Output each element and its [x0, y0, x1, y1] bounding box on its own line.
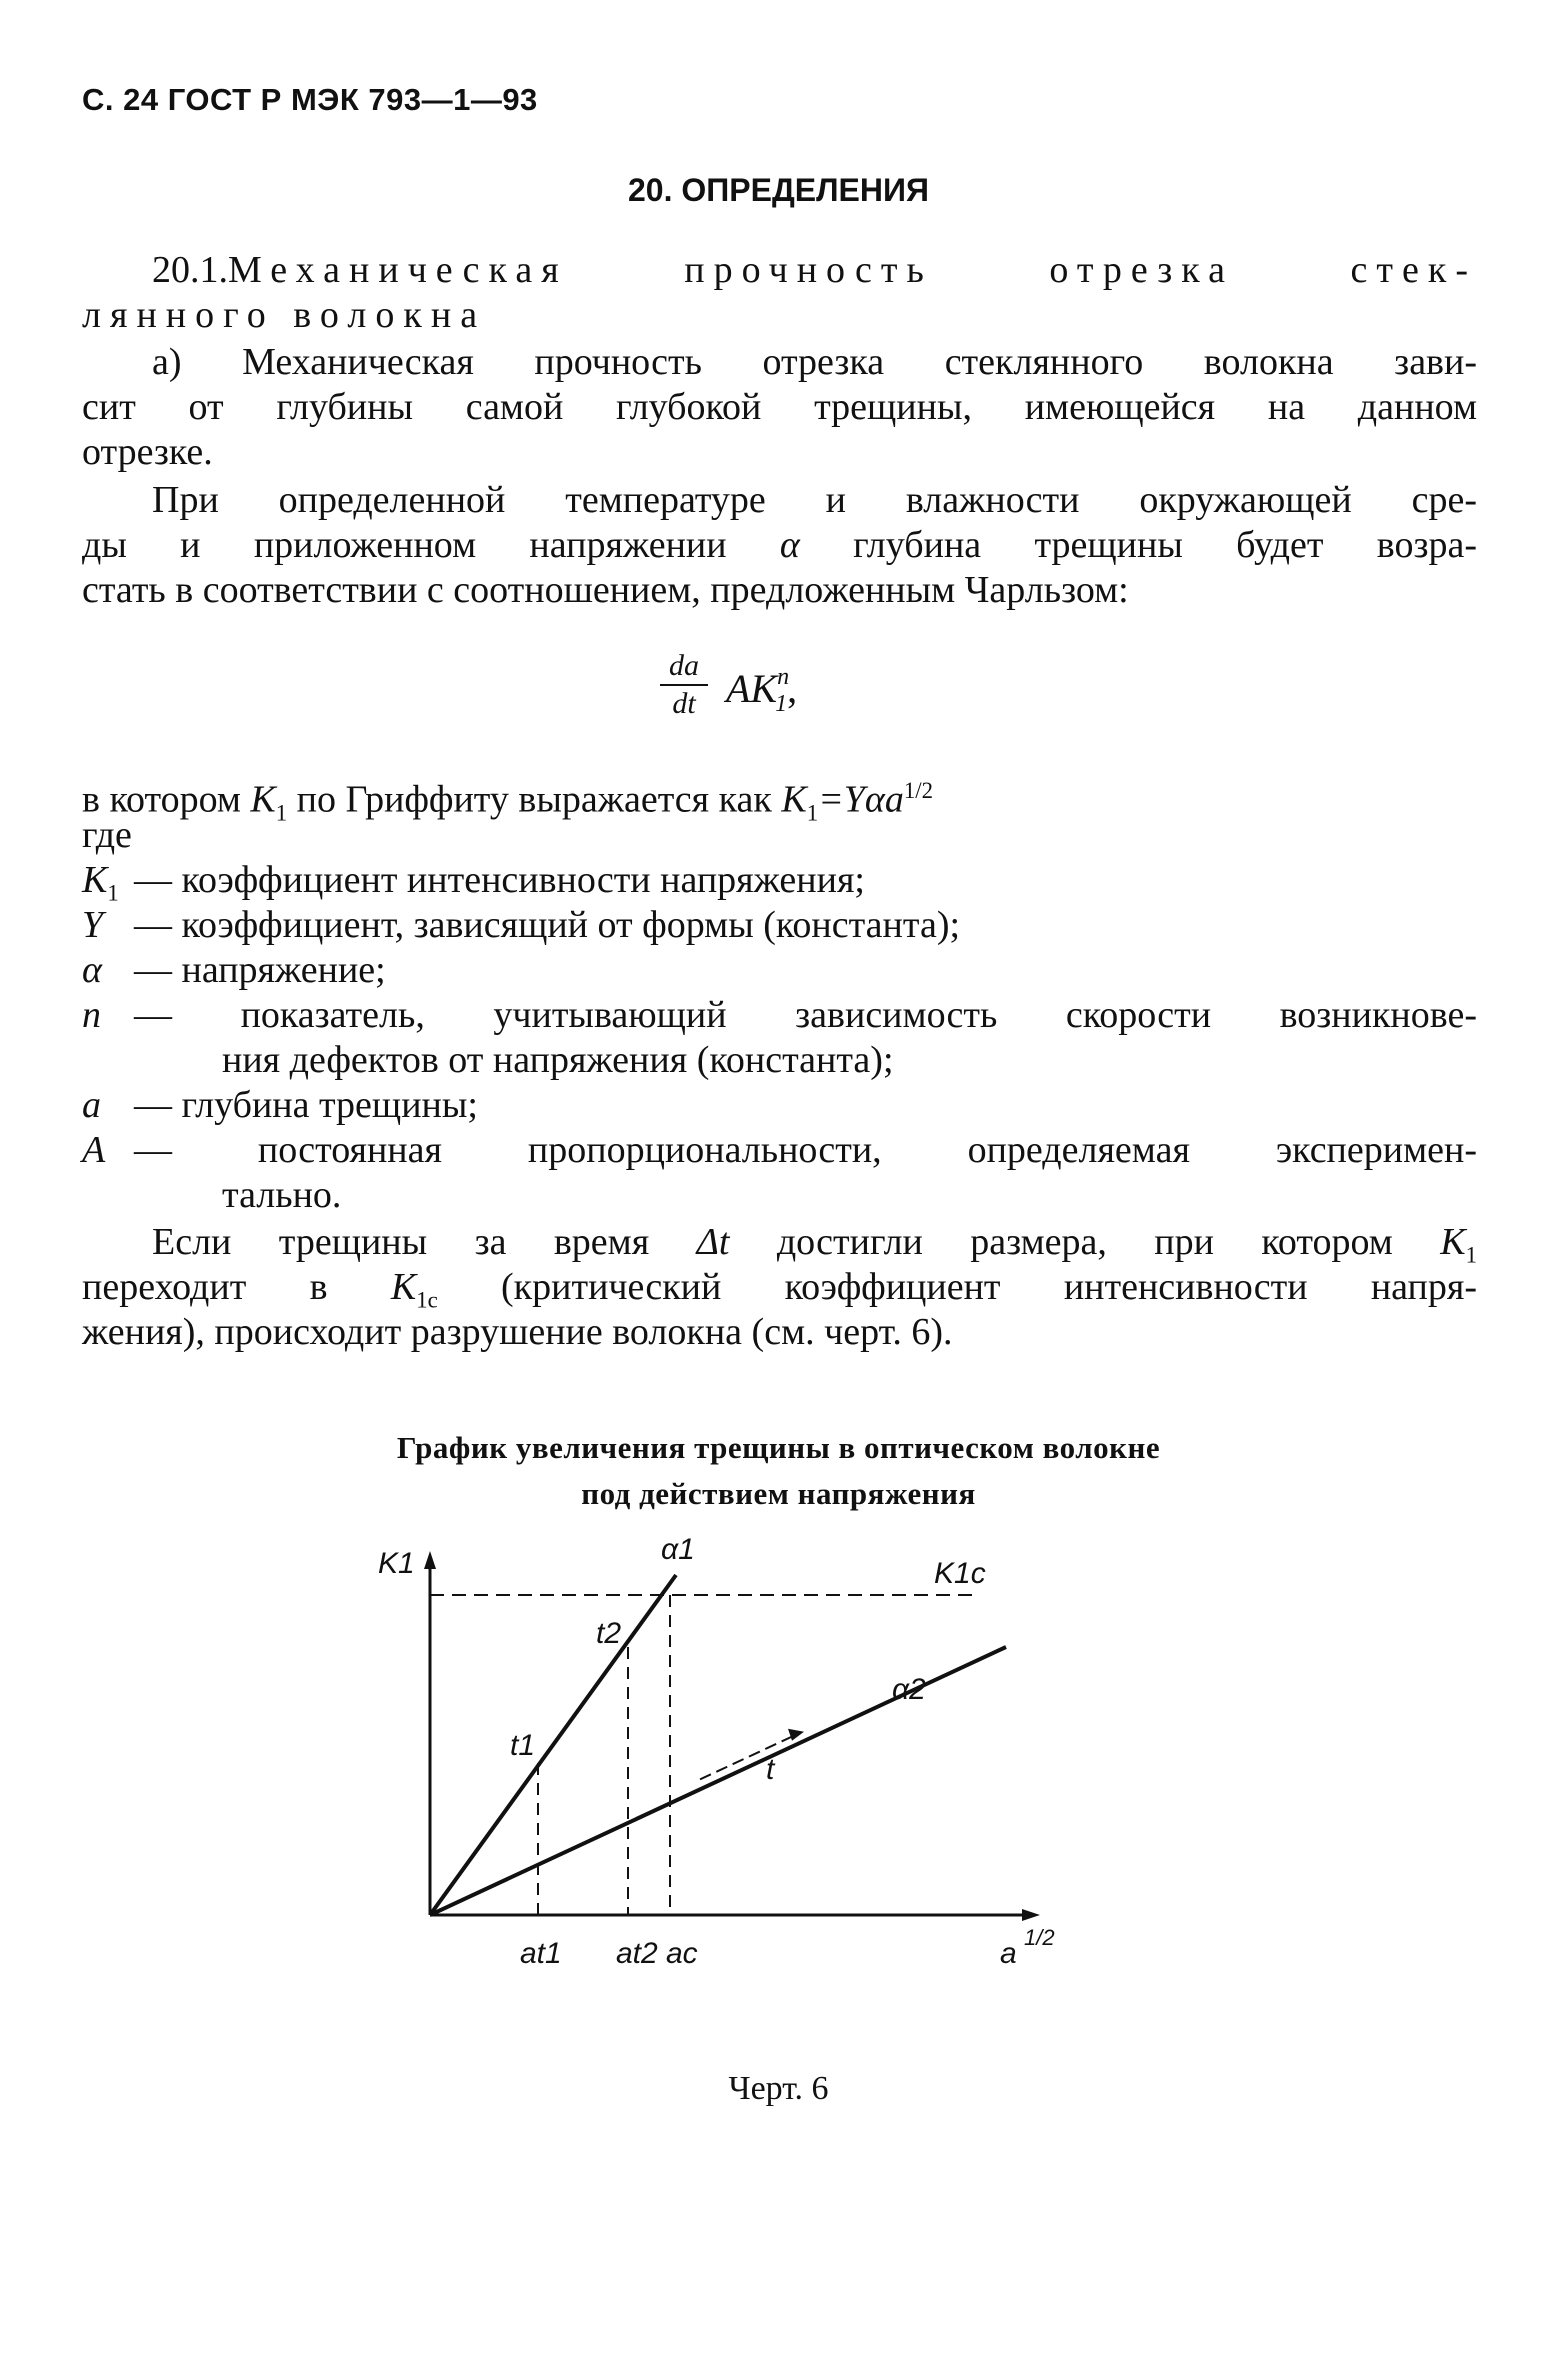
definition-text: — напряжение; — [134, 949, 386, 991]
para-charles-line3: стать в соответствии с соотношением, предложенным Чарльзом: — [82, 569, 1129, 611]
k-subscript: 1 — [1465, 1242, 1477, 1268]
definition-symbol: a — [82, 1084, 101, 1126]
definition-symbol: n — [82, 994, 101, 1036]
point-label-t2: t2 — [596, 1617, 622, 1650]
delta-t-symbol: Δt — [696, 1221, 730, 1263]
k-subscript: 1 — [275, 800, 288, 826]
definition-item — [82, 858, 1477, 906]
definition-continuation — [82, 1038, 1477, 1083]
definition-symbol: Y — [82, 904, 104, 946]
formula-rhs-base: AK — [726, 666, 778, 711]
para-charles-text: глубина трещины будет возра- — [799, 524, 1477, 566]
tick-label-at2: at2 — [616, 1937, 658, 1970]
x-axis-exponent: 1/2 — [1024, 1925, 1055, 1950]
para-charles-line1: При определенной температуре и влажности окружающей сре- — [152, 479, 1477, 521]
definition-text: — коэффициент, зависящий от формы (константа); — [134, 904, 961, 946]
definition-text: — коэффициент интенсивности напряжения; — [134, 859, 865, 901]
definition-symbol: A — [82, 1129, 106, 1171]
para-fracture-line3: жения), происходит разрушение волокна (см. черт. 6). — [82, 1311, 953, 1353]
fracture-text: (критический коэффициент интенсивности напря- — [437, 1266, 1477, 1308]
time-direction-arrowhead — [788, 1729, 804, 1741]
para-charles-text: ды и приложенном напряжении — [82, 524, 780, 566]
point-label-t1: t1 — [510, 1729, 536, 1762]
derivative-fraction — [660, 650, 708, 720]
definition-continuation — [82, 1173, 1477, 1218]
series-label-alpha2: α2 — [892, 1673, 926, 1706]
tick-label-ac: ac — [666, 1937, 698, 1970]
arrow-label-t: t — [766, 1753, 775, 1786]
fracture-text: достигли размера, при котором — [729, 1221, 1441, 1263]
definitions-list — [82, 858, 1477, 1218]
fracture-text: Если трещины за время — [152, 1221, 697, 1263]
y-axis-arrow — [424, 1551, 436, 1569]
k-symbol: K — [1440, 1221, 1466, 1263]
griffith-text: в котором — [82, 778, 251, 821]
time-direction-arrow — [700, 1735, 796, 1780]
griffith-expr-sup: 1/2 — [903, 778, 933, 803]
figure-caption: Черт. 6 — [728, 2070, 829, 2107]
definition-item — [82, 1083, 1477, 1128]
definition-text: — постоянная пропорциональности, определяемая эксперимен- — [134, 1129, 1477, 1171]
definition-item — [82, 903, 1477, 948]
tick-label-at1: at1 — [520, 1937, 562, 1970]
definition-symbol: α — [82, 949, 102, 991]
k1c-label: K1c — [934, 1557, 986, 1590]
fracture-text: переходит в — [82, 1266, 391, 1308]
griffith-expr: K — [781, 778, 807, 821]
crack-growth-chart — [330, 1533, 1210, 2055]
chart-title-line2: под действием напряжения — [581, 1476, 976, 1511]
griffith-expr-sub: 1 — [806, 800, 819, 826]
fraction-numerator: da — [660, 650, 708, 686]
formula-rhs — [726, 664, 797, 718]
griffith-expr-rest: =Yαa — [818, 778, 904, 821]
k-symbol: K — [250, 778, 276, 821]
series-line-1 — [430, 1575, 676, 1915]
x-axis-label: a — [1000, 1937, 1017, 1970]
sigma-symbol: α — [779, 524, 800, 566]
k-subscript: 1c — [416, 1287, 438, 1313]
series-label-alpha1: α1 — [661, 1533, 695, 1566]
formula-comma: , — [787, 666, 798, 711]
definition-text-cont: ния дефектов от напряжения (константа); — [222, 1039, 894, 1081]
para-a-line2: сит от глубины самой глубокой трещины, имеющейся на данном — [82, 386, 1477, 428]
clause-title-text: Механическая прочность отрезка стек- — [228, 249, 1477, 291]
definition-item — [82, 1128, 1477, 1173]
definition-item — [82, 948, 1477, 993]
clause-title-line1 — [82, 248, 1477, 293]
k-symbol: K — [390, 1266, 417, 1308]
definition-text-cont: тально. — [222, 1174, 342, 1216]
para-a-line3: отрезке. — [82, 431, 213, 473]
definition-symbol: $K_1$ — [82, 859, 119, 906]
y-axis-label: K1 — [378, 1547, 415, 1580]
x-axis-arrow — [1022, 1909, 1040, 1921]
definition-item — [82, 993, 1477, 1038]
para-charles-line2 — [82, 523, 1477, 568]
definition-text: — глубина трещины; — [134, 1084, 478, 1126]
fraction-denominator: dt — [672, 687, 696, 720]
where-label: где — [82, 814, 132, 856]
chart-title-line1: График увеличения трещины в оптическом волокне — [396, 1430, 1161, 1465]
clause-title-line2: лянного волокна — [82, 294, 487, 336]
griffith-text: по Гриффиту выражается как — [287, 778, 782, 821]
formula-subscript: 1 — [775, 691, 788, 717]
page-header: С. 24 ГОСТ Р МЭК 793—1—93 — [82, 82, 538, 117]
clause-number: 20.1. — [152, 249, 228, 291]
section-title: 20. ОПРЕДЕЛЕНИЯ — [628, 172, 929, 208]
definition-text: — показатель, учитывающий зависимость скорости возникнове- — [134, 994, 1477, 1036]
para-a-line1: а) Механическая прочность отрезка стеклянного волокна зави- — [152, 341, 1477, 383]
formula-exponent: n — [777, 664, 790, 690]
